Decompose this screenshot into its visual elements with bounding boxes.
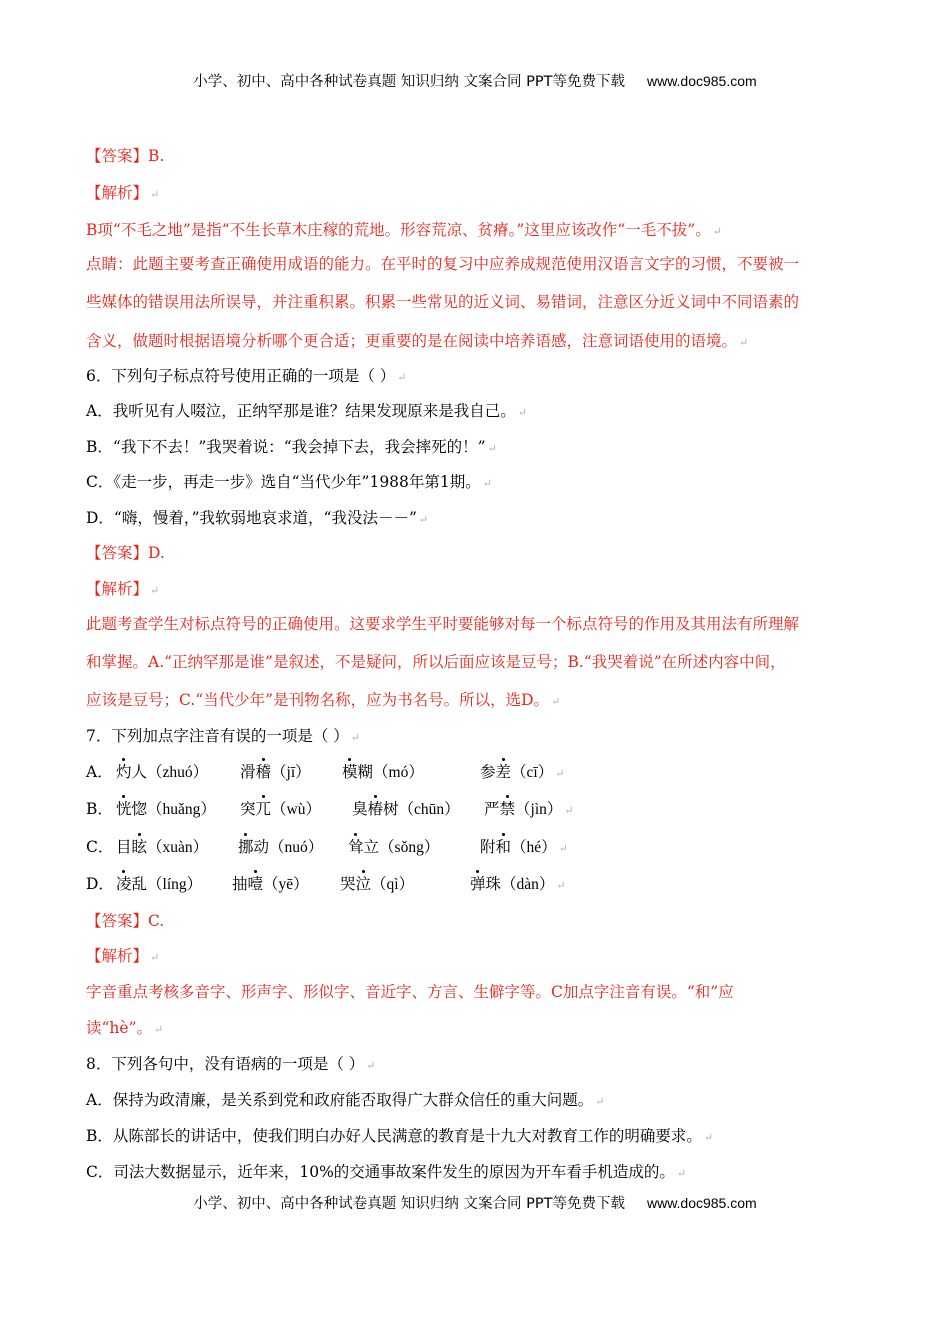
page-footer (0, 1192, 950, 1213)
q7-item: 哭泣（qì） (340, 875, 415, 893)
q7-item: 滑稽（jī） (240, 763, 311, 781)
q6-option-b: B．“我下不去！”我哭着说：“我会掉下去，我会摔死的！” ↵ (86, 438, 497, 456)
q6-analysis-label: 【解析】 (86, 580, 149, 598)
q7-item: 弹珠（dàn） ↵ (470, 875, 566, 893)
q5-analysis-label: 【解析】 (86, 184, 149, 202)
q6-analysis-line: 和掌握。A.“正纳罕那是谁”是叙述，不是疑问，所以后面应该是豆号；B.“我哭着说”在所述内容中间， (86, 653, 786, 671)
q6-analysis-line: 应该是豆号；C.“当代少年”是刊物名称，应为书名号。所以，选D。 ↵ (86, 691, 561, 709)
q7-item: 臭椿树（chūn） (352, 800, 460, 818)
q7-item: 突兀（wù） (240, 800, 321, 818)
q6-answer: 【答案】D. (86, 544, 165, 562)
q7-analysis-line: 字音重点考核多音字、形声字、形似字、音近字、方言、生僻字等。C加点字注音有误。“和”应 (86, 983, 734, 1001)
q7-item: 凌乱（líng） (116, 875, 203, 893)
q5-analysis-line: 含义，做题时根据语境分析哪个更合适；更重要的是在阅读中培养语感，注意词语使用的语境。 ↵ (86, 332, 749, 350)
q8-option-b: B．从陈部长的讲话中，使我们明白办好人民满意的教育是十九大对教育工作的明确要求。 ↵ (86, 1127, 714, 1145)
q5-analysis-line: 些媒体的错误用法所误导，并注重积累。积累一些常见的近义词、易错词，注意区分近义词中不同语素的 (86, 293, 800, 311)
q7-item: 参差（cī） ↵ (480, 763, 565, 781)
q6-analysis-label-line: 【解析】 ↵ (86, 580, 160, 598)
q7-analysis-label-line: 【解析】 ↵ (86, 947, 160, 965)
q7-item: 恍惚（huǎng） (116, 800, 216, 818)
q5-answer: 【答案】B. (86, 147, 165, 165)
q7-item: 灼人（zhuó） (116, 763, 209, 781)
footer-text: 小学、初中、高中各种试卷真题 知识归纳 文案合同 PPT等免费下载 (193, 1196, 625, 1212)
q7-item: 模糊（mó） (342, 763, 424, 781)
q8-option-a: A．保持为政清廉，是关系到党和政府能否取得广大群众信任的重大问题。 ↵ (86, 1091, 605, 1109)
q6-analysis-line: 此题考查学生对标点符号的正确使用。这要求学生平时要能够对每一个标点符号的作用及其用法有所理解 (86, 615, 800, 633)
q6-option-a: A．我听见有人啜泣，正纳罕那是谁？结果发现原来是我自己。 ↵ (86, 402, 527, 420)
q7-item: 抽噎（yē） (232, 875, 309, 893)
q8-option-c: C．司法大数据显示，近年来，10%的交通事故案件发生的原因为开车看手机造成的。 ↵ (86, 1163, 687, 1181)
q7-item: 目眩（xuàn） (116, 838, 209, 856)
q7-item: 耸立（sǒng） (348, 838, 440, 856)
q7-item: 挪动（nuó） (238, 838, 324, 856)
q7-answer-line (86, 911, 876, 931)
q6-option-c: C．《走一步，再走一步》选自“当代少年”1988年第1期。 ↵ (86, 473, 492, 491)
page-header (0, 70, 950, 91)
q7-item: 严禁（jìn） ↵ (484, 800, 574, 818)
q5-answer-line (86, 146, 876, 166)
q5-analysis-line: 点睛：此题主要考查正确使用成语的能力。在平时的复习中应养成规范使用汉语言文字的习惯，不要被一 (86, 255, 800, 273)
header-text: 小学、初中、高中各种试卷真题 知识归纳 文案合同 PPT等免费下载 (193, 74, 625, 90)
q6-stem: 6．下列句子标点符号使用正确的一项是（ ） ↵ (86, 367, 407, 385)
q7-answer: 【答案】C. (86, 912, 165, 930)
q7-analysis-label: 【解析】 (86, 947, 149, 965)
q8-stem: 8．下列各句中，没有语病的一项是（ ） ↵ (86, 1055, 376, 1073)
q5-analysis-label-line: 【解析】 ↵ (86, 184, 160, 202)
q7-analysis-line: 读“hè”。 ↵ (86, 1019, 164, 1037)
q6-answer-line (86, 543, 876, 563)
q7-stem: 7．下列加点字注音有误的一项是（ ） ↵ (86, 727, 361, 745)
footer-url[interactable]: www.doc985.com (646, 1195, 757, 1211)
q5-analysis-line: B项“不毛之地”是指“不生长草木庄稼的荒地。形容荒凉、贫瘠。”这里应该改作“一毛不拔”。 ↵ (86, 221, 722, 239)
header-url[interactable]: www.doc985.com (646, 73, 757, 89)
q6-option-d: D．“嗨，慢着，”我软弱地哀求道，“我没法－－” ↵ (86, 509, 429, 527)
q7-item: 附和（hé） ↵ (480, 838, 568, 856)
